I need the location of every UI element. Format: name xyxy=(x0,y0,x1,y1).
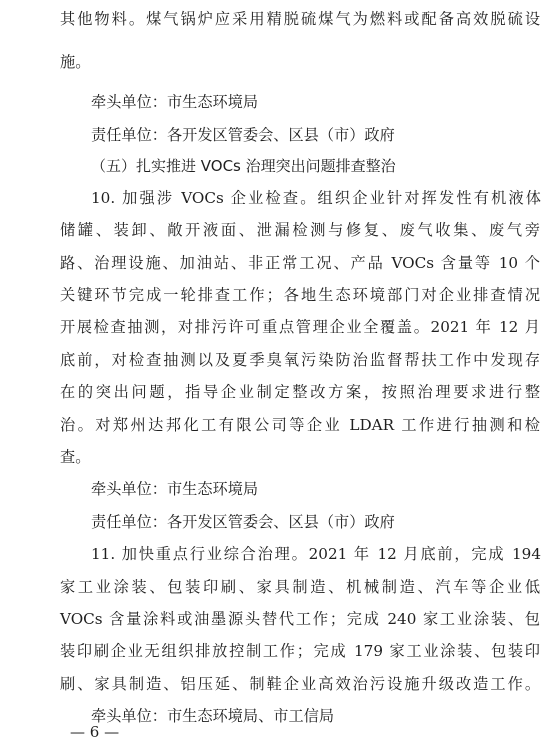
body-text-line: 关键环节完成一轮排查工作；各地生态环境部门对企业排查情况 xyxy=(60,286,540,304)
lead-unit-line: 牵头单位：市生态环境局、市工信局 xyxy=(91,707,334,725)
item-heading-line: 11. 加快重点行业综合治理。2021 年 12 月底前，完成 194 xyxy=(91,545,541,563)
body-text-line: 施。 xyxy=(60,53,91,71)
body-text-line: 其他物料。煤气锅炉应采用精脱硫煤气为燃料或配备高效脱硫设 xyxy=(60,10,540,28)
body-text-line: 底前，对检查抽测以及夏季臭氧污染防治监督帮扶工作中发现存 xyxy=(60,351,540,369)
item-heading-line: 10. 加强涉 VOCs 企业检查。组织企业针对挥发性有机液体 xyxy=(91,189,541,207)
body-text-line: 储罐、装卸、敞开液面、泄漏检测与修复、废气收集、废气旁 xyxy=(60,221,540,239)
body-text-line: 刷、家具制造、铝压延、制鞋企业高效治污设施升级改造工作。 xyxy=(60,675,540,693)
page-number: — 6 — xyxy=(70,723,120,741)
body-text-line: 治。对郑州达邦化工有限公司等企业 LDAR 工作进行抽测和检 xyxy=(60,416,540,434)
responsible-unit-line: 责任单位：各开发区管委会、区县（市）政府 xyxy=(91,126,395,144)
lead-unit-line: 牵头单位：市生态环境局 xyxy=(91,93,259,111)
body-text-line: 装印刷企业无组织排放控制工作；完成 179 家工业涂装、包装印 xyxy=(60,642,540,660)
section-heading: （五）扎实推进 VOCs 治理突出问题排查整治 xyxy=(91,157,396,175)
body-text-line: 在的突出问题，指导企业制定整改方案，按照治理要求进行整 xyxy=(60,383,540,401)
responsible-unit-line: 责任单位：各开发区管委会、区县（市）政府 xyxy=(91,513,395,531)
body-text-line: 开展检查抽测，对排污许可重点管理企业全覆盖。2021 年 12 月 xyxy=(60,318,540,336)
body-text-line: 查。 xyxy=(60,448,91,466)
lead-unit-line: 牵头单位：市生态环境局 xyxy=(91,480,259,498)
body-text-line: 路、治理设施、加油站、非正常工况、产品 VOCs 含量等 10 个 xyxy=(60,254,540,272)
body-text-line: 家工业涂装、包装印刷、家具制造、机械制造、汽车等企业低 xyxy=(60,578,540,596)
body-text-line: VOCs 含量涂料或油墨源头替代工作；完成 240 家工业涂装、包 xyxy=(60,610,540,628)
